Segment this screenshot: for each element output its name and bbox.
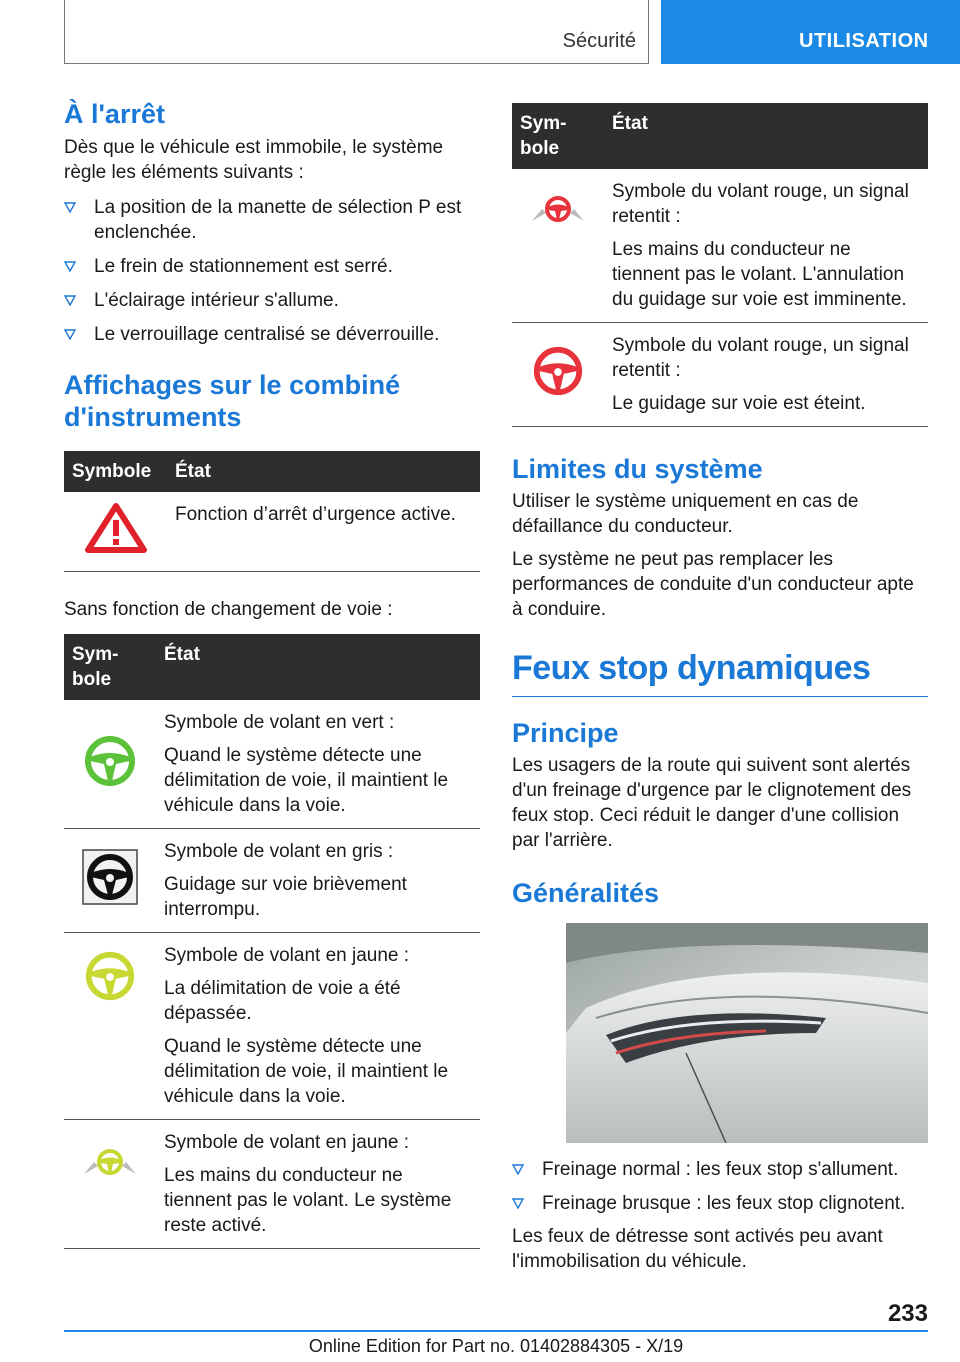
dyn-closing: Les feux de détresse sont activés peu avant l'immobilisation du véhicule. [512, 1226, 883, 1272]
limits-text-1: Utiliser le système uniquement en cas de défaillance du conducteur. [512, 491, 859, 537]
left-column [64, 98, 480, 1249]
list-item: L'éclairage intérieur s'allume. [64, 288, 480, 313]
red-symbol-table [512, 103, 928, 427]
header-chapter-tab [661, 0, 960, 64]
list-item: Freinage brusque : les feux stop clignotent. [512, 1191, 928, 1216]
principle-title: Principe [512, 718, 619, 748]
stop-intro: Dès que le véhicule est immobile, le système règle les éléments suivants : [64, 137, 444, 183]
list-item: Le verrouillage centralisé se déverrouille. [64, 322, 480, 347]
table-row [64, 829, 480, 933]
state-line: Quand le système détecte une délimitation de voie, il maintient le véhicule dans la voie. [164, 745, 449, 816]
header-section-box [64, 0, 649, 64]
col-state: État [604, 103, 928, 169]
tail-light-photo [566, 923, 928, 1143]
header-section: Sécurité [562, 30, 636, 52]
state-line: Le guidage sur voie est éteint. [612, 393, 866, 414]
steering-wheel-yellow-icon [83, 949, 137, 1003]
emergency-symbol-table [64, 451, 480, 572]
state-line: Symbole de volant en jaune : [164, 1132, 410, 1153]
footer-divider [64, 1330, 928, 1332]
col-state: État [167, 451, 480, 492]
page-number: 233 [887, 1300, 928, 1327]
no-lane-change-label: Sans fonction de changement de voie : [64, 599, 393, 620]
list-item: La position de la manette de sélection P est enclenchée. [64, 195, 480, 245]
state-line: Les mains du conducteur ne tiennent pas le volant. L'annulation du guidage sur voie est imminente. [612, 239, 907, 310]
bullet-triangle-icon [64, 202, 76, 213]
stop-list [64, 195, 480, 347]
bullet-triangle-icon [64, 295, 76, 306]
stop-title: À l'arrêt [64, 99, 165, 129]
dyn-title: Feux stop dynamiques [512, 648, 928, 697]
bullet-triangle-icon [64, 329, 76, 340]
table-row [64, 700, 480, 829]
state-line: Symbole de volant en vert : [164, 712, 395, 733]
header-chapter: UTILISATION [799, 30, 929, 52]
state-line: Quand le système détecte une délimitation de voie, il maintient le véhicule dans la voie. [164, 1036, 449, 1107]
bullet-triangle-icon [64, 261, 76, 272]
col-symbol: Sym-bole [512, 103, 604, 169]
state-text: Fonction d’arrêt d’urgence active. [167, 492, 480, 572]
steering-wheel-red-icon [531, 344, 585, 398]
list-item: Le frein de stationnement est serré. [64, 254, 480, 279]
col-symbol: Symbole [64, 451, 167, 492]
table-row [512, 323, 928, 427]
col-symbol: Sym-bole [64, 634, 156, 700]
state-line: Symbole de volant en gris : [164, 841, 394, 862]
warning-triangle-icon [84, 502, 148, 554]
limits-text-2: Le système ne peut pas remplacer les performances de conduite d'un conducteur apte à conduire. [512, 549, 914, 620]
general-title: Généralités [512, 878, 660, 908]
dyn-list [512, 1157, 928, 1216]
principle-text: Les usagers de la route qui suivent sont alertés d'un freinage d'urgence par le clignotement des feux stop. Ceci réduit le danger d'une collision par l'arrière. [512, 755, 912, 851]
list-item: Freinage normal : les feux stop s'allument. [512, 1157, 928, 1182]
steering-wheel-green-icon [82, 733, 138, 789]
table-row [64, 492, 480, 572]
right-column [512, 103, 928, 1274]
bullet-triangle-icon [512, 1198, 524, 1209]
state-line: Guidage sur voie brièvement interrompu. [164, 874, 407, 920]
bullet-triangle-icon [512, 1164, 524, 1175]
footer-edition: Online Edition for Part no. 01402884305 - X/19 [308, 1336, 684, 1356]
table-row [64, 1120, 480, 1249]
table-row [64, 933, 480, 1120]
display-title: Affichages sur le combiné d'instruments [64, 370, 401, 432]
state-line: Symbole du volant rouge, un signal retentit : [612, 335, 909, 381]
state-line: Symbole de volant en jaune : [164, 945, 410, 966]
steering-wheel-gray-icon [81, 848, 139, 906]
steering-wheel-yellow-hands-icon [82, 1142, 138, 1182]
table-row [512, 169, 928, 323]
state-line: Les mains du conducteur ne tiennent pas le volant. Le système reste activé. [164, 1165, 452, 1236]
lane-symbol-table [64, 634, 480, 1249]
limits-title: Limites du système [512, 454, 763, 484]
col-state: État [156, 634, 480, 700]
state-line: Symbole du volant rouge, un signal retentit : [612, 181, 909, 227]
steering-wheel-red-hands-icon [528, 189, 588, 229]
state-line: La délimitation de voie a été dépassée. [164, 978, 401, 1024]
